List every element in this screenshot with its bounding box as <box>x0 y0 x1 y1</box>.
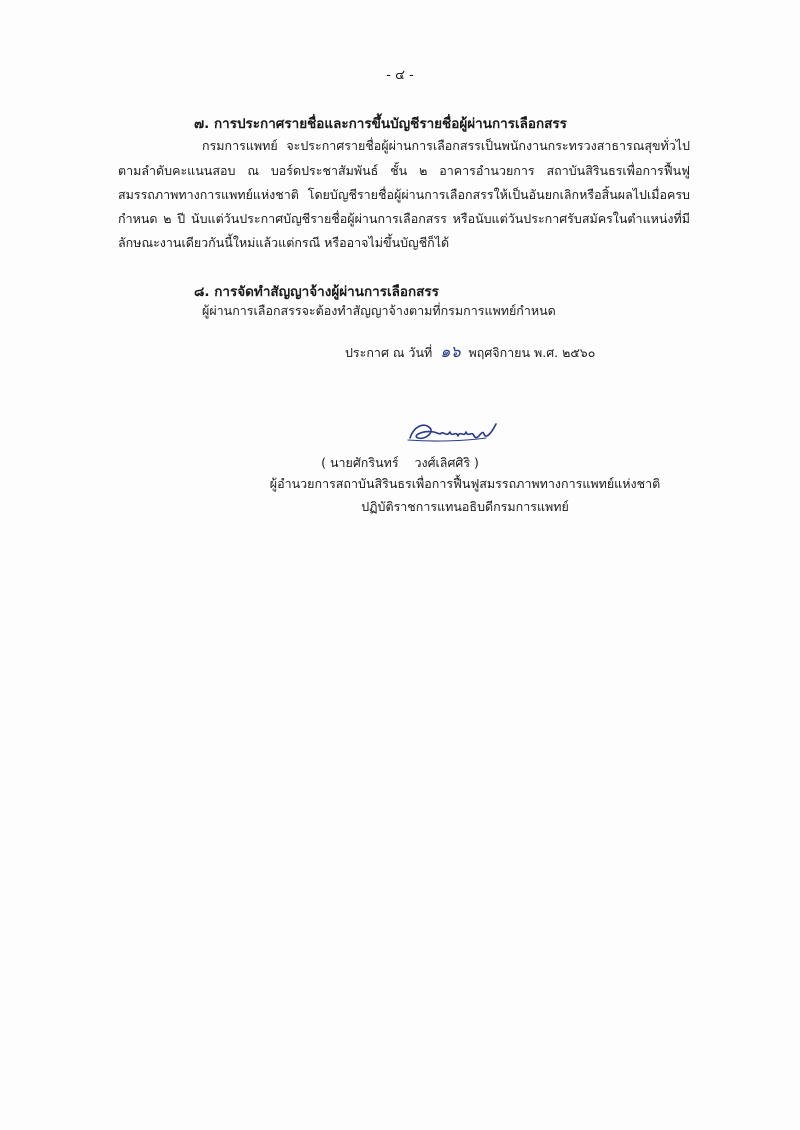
section-7-line-1: กรมการแพทย์ จะประกาศรายชื่อผู้ผ่านการเลือกสรรเป็นพนักงานกระทรวงสาธารณสุขทั่วไป <box>202 138 690 153</box>
signatory-acting-for: ปฏิบัติราชการแทนอธิบดีกรมการแพทย์ <box>361 499 569 514</box>
page-number: - ๔ - <box>386 68 414 83</box>
announcement-day-handwritten: ๑๖ <box>440 342 461 361</box>
section-7-line-3: สมรรถภาพทางการแพทย์แห่งชาติ โดยบัญชีรายชื่อผู้ผ่านการเลือกสรรให้เป็นอันยกเลิกหรือสิ้นผลไปเมื่อครบ <box>118 187 690 202</box>
section-7-line-5: ลักษณะงานเดียวกันนี้ใหม่แล้วแต่กรณี หรืออาจไม่ขึ้นบัญชีก็ได้ <box>118 235 450 250</box>
section-8-line: ผู้ผ่านการเลือกสรรจะต้องทำสัญญาจ้างตามที่กรมการแพทย์กำหนด <box>202 303 556 318</box>
announcement-date <box>345 340 595 365</box>
announcement-suffix: พฤศจิกายน พ.ศ. ๒๕๖๐ <box>468 345 596 360</box>
signatory-title: ผู้อำนวยการสถาบันสิรินธรเพื่อการฟื้นฟูสมรรถภาพทางการแพทย์แห่งชาติ <box>269 476 661 491</box>
signatory-name: ( นายศักรินทร์ วงศ์เลิศศิริ ) <box>321 455 479 470</box>
handwritten-signature <box>404 416 504 450</box>
announcement-prefix: ประกาศ ณ วันที่ <box>345 345 433 360</box>
section-7-line-4: กำหนด ๒ ปี นับแต่วันประกาศบัญชีรายชื่อผู้ผ่านการเลือกสรร หรือนับแต่วันประกาศรับสมัครในตำแหน่งที่มี <box>118 211 690 226</box>
section-7-heading: ๗. การประกาศรายชื่อและการขึ้นบัญชีรายชื่อผู้ผ่านการเลือกสรร <box>194 116 567 132</box>
section-7-line-2: ตามลำดับคะแนนสอบ ณ บอร์ดประชาสัมพันธ์ ชั้น ๒ อาคารอำนวยการ สถาบันสิรินธรเพื่อการฟื้นฟู <box>118 163 690 178</box>
section-8-heading: ๘. การจัดทำสัญญาจ้างผู้ผ่านการเลือกสรร <box>194 284 439 300</box>
